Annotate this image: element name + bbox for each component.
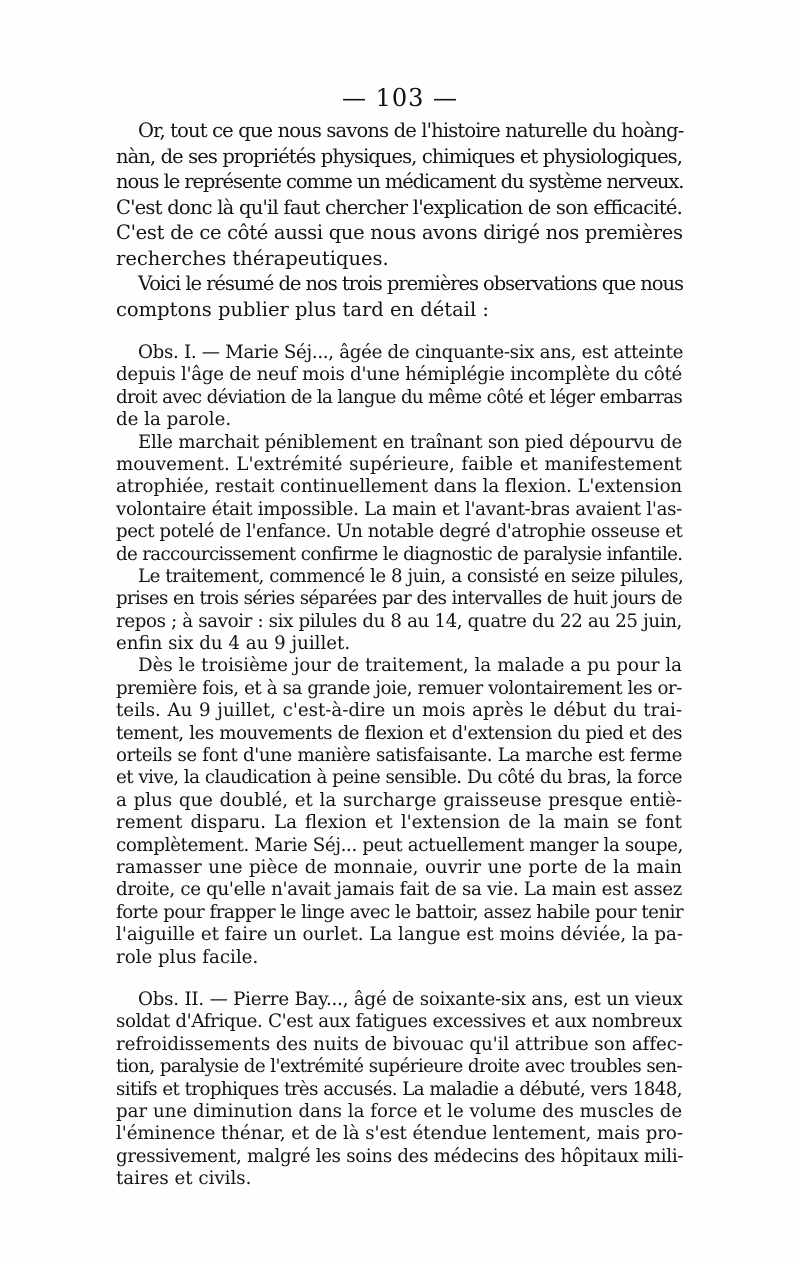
text-line: l'aiguille et faire un ourlet. La langue est moins déviée, la pa- — [116, 924, 683, 946]
page-body — [116, 118, 682, 1190]
paragraph-2 — [116, 271, 682, 322]
text-line: volontaire était impossible. La main et l'avant-bras avaient l'as- — [116, 498, 682, 520]
text-line: Obs. I. — Marie Séj..., âgée de cinquante-six ans, est atteinte — [138, 342, 684, 363]
text-line: Elle marchait péniblement en traînant son pied dépourvu de — [138, 431, 682, 453]
text-line: nous le représente comme un médicament du système nerveux. — [116, 170, 684, 193]
text-line: complètement. Marie Séj... peut actuellement manger la soupe, — [116, 834, 683, 856]
obs1-paragraph-2 — [116, 432, 682, 566]
text-line: Or, tout ce que nous savons de l'histoire naturelle du hoàng- — [138, 119, 684, 142]
text-line: soldat d'Afrique. C'est aux fatigues excessives et aux nombreux — [116, 1011, 682, 1033]
text-line: atrophiée, restait continuellement dans la flexion. L'extension — [116, 476, 683, 498]
text-line: enfin six du 4 au 9 juillet. — [116, 633, 351, 655]
page-number-header: — 103 — — [341, 84, 459, 112]
text-line: refroidissements des nuits de bivouac qu'il attribue son affec- — [116, 1033, 683, 1055]
text-line: teils. Au 9 juillet, c'est-à-dire un mois après le début du trai- — [116, 700, 682, 722]
text-line: Dès le troisième jour de traitement, la malade a pu pour la — [138, 655, 682, 677]
text-line: forte pour frapper le linge avec le battoir, assez habile pour tenir — [116, 901, 684, 923]
text-line: taires et civils. — [116, 1168, 252, 1190]
observation-1 — [116, 342, 682, 969]
text-line: a plus que doublé, et la surcharge graisseuse presque entiè- — [116, 789, 682, 811]
text-line: comptons publier plus tard en détail : — [116, 297, 490, 321]
observation-2 — [116, 989, 682, 1191]
obs1-paragraph-1 — [116, 342, 682, 432]
paragraph-1 — [116, 118, 682, 271]
text-line: de la parole. — [116, 409, 232, 431]
text-line: de raccourcissement confirme le diagnostic de paralysie infantile. — [116, 543, 683, 565]
text-line: première fois, et à sa grande joie, remuer volontairement les or- — [116, 677, 682, 699]
text-line: droite, ce qu'elle n'avait jamais fait de sa vie. La main est assez — [116, 879, 682, 901]
text-line: pect potelé de l'enfance. Un notable degré d'atrophie osseuse et — [116, 521, 683, 543]
text-line: et vive, la claudication à peine sensible. Du côté du bras, la force — [116, 767, 682, 789]
text-line: mouvement. L'extrémité supérieure, faible et manifestement — [116, 453, 682, 475]
obs1-paragraph-3 — [116, 566, 682, 656]
spacer — [116, 322, 682, 342]
spacer — [116, 969, 682, 989]
text-line: ramasser une pièce de monnaie, ouvrir une porte de la main — [116, 856, 682, 878]
text-line: prises en trois séries séparées par des intervalles de huit jours de — [116, 588, 682, 610]
text-line: role plus facile. — [116, 946, 259, 968]
text-line: tement, les mouvements de flexion et d'extension du pied et des — [116, 722, 682, 744]
text-line: rement disparu. La flexion et l'extension de la main se font — [116, 812, 682, 834]
text-line: sitifs et trophiques très accusés. La maladie a débuté, vers 1848, — [116, 1078, 682, 1100]
text-line: orteils se font d'une manière satisfaisante. La marche est ferme — [116, 745, 682, 767]
text-line: nàn, de ses propriétés physiques, chimiques et physiologiques, — [116, 144, 682, 168]
text-line: par une diminution dans la force et le volume des muscles de — [116, 1100, 683, 1122]
text-line: Obs. II. — Pierre Bay..., âgé de soixante-six ans, est un vieux — [138, 988, 683, 1010]
text-line: l'éminence thénar, et de là s'est étendue lentement, mais pro- — [116, 1123, 683, 1145]
text-line: Voici le résumé de nos trois premières observations que nous — [138, 272, 683, 295]
text-line: tion, paralysie de l'extrémité supérieure droite avec troubles sen- — [116, 1056, 682, 1078]
text-line: recherches thérapeutiques. — [116, 246, 389, 270]
text-line: Le traitement, commencé le 8 juin, a consisté en seize pilules, — [138, 565, 684, 587]
text-line: gressivement, malgré les soins des médecins des hôpitaux mili- — [116, 1145, 684, 1167]
text-line: C'est donc là qu'il faut chercher l'explication de son efficacité. — [116, 195, 682, 219]
text-line: droit avec déviation de la langue du même côté et léger embarras — [116, 386, 682, 408]
text-line: C'est de ce côté aussi que nous avons dirigé nos premières — [116, 221, 683, 244]
obs2-paragraph-1 — [116, 989, 682, 1191]
obs1-paragraph-4 — [116, 655, 682, 968]
text-line: repos ; à savoir : six pilules du 8 au 14, quatre du 22 au 25 juin, — [116, 610, 682, 632]
text-line: depuis l'âge de neuf mois d'une hémiplégie incomplète du côté — [116, 364, 683, 386]
